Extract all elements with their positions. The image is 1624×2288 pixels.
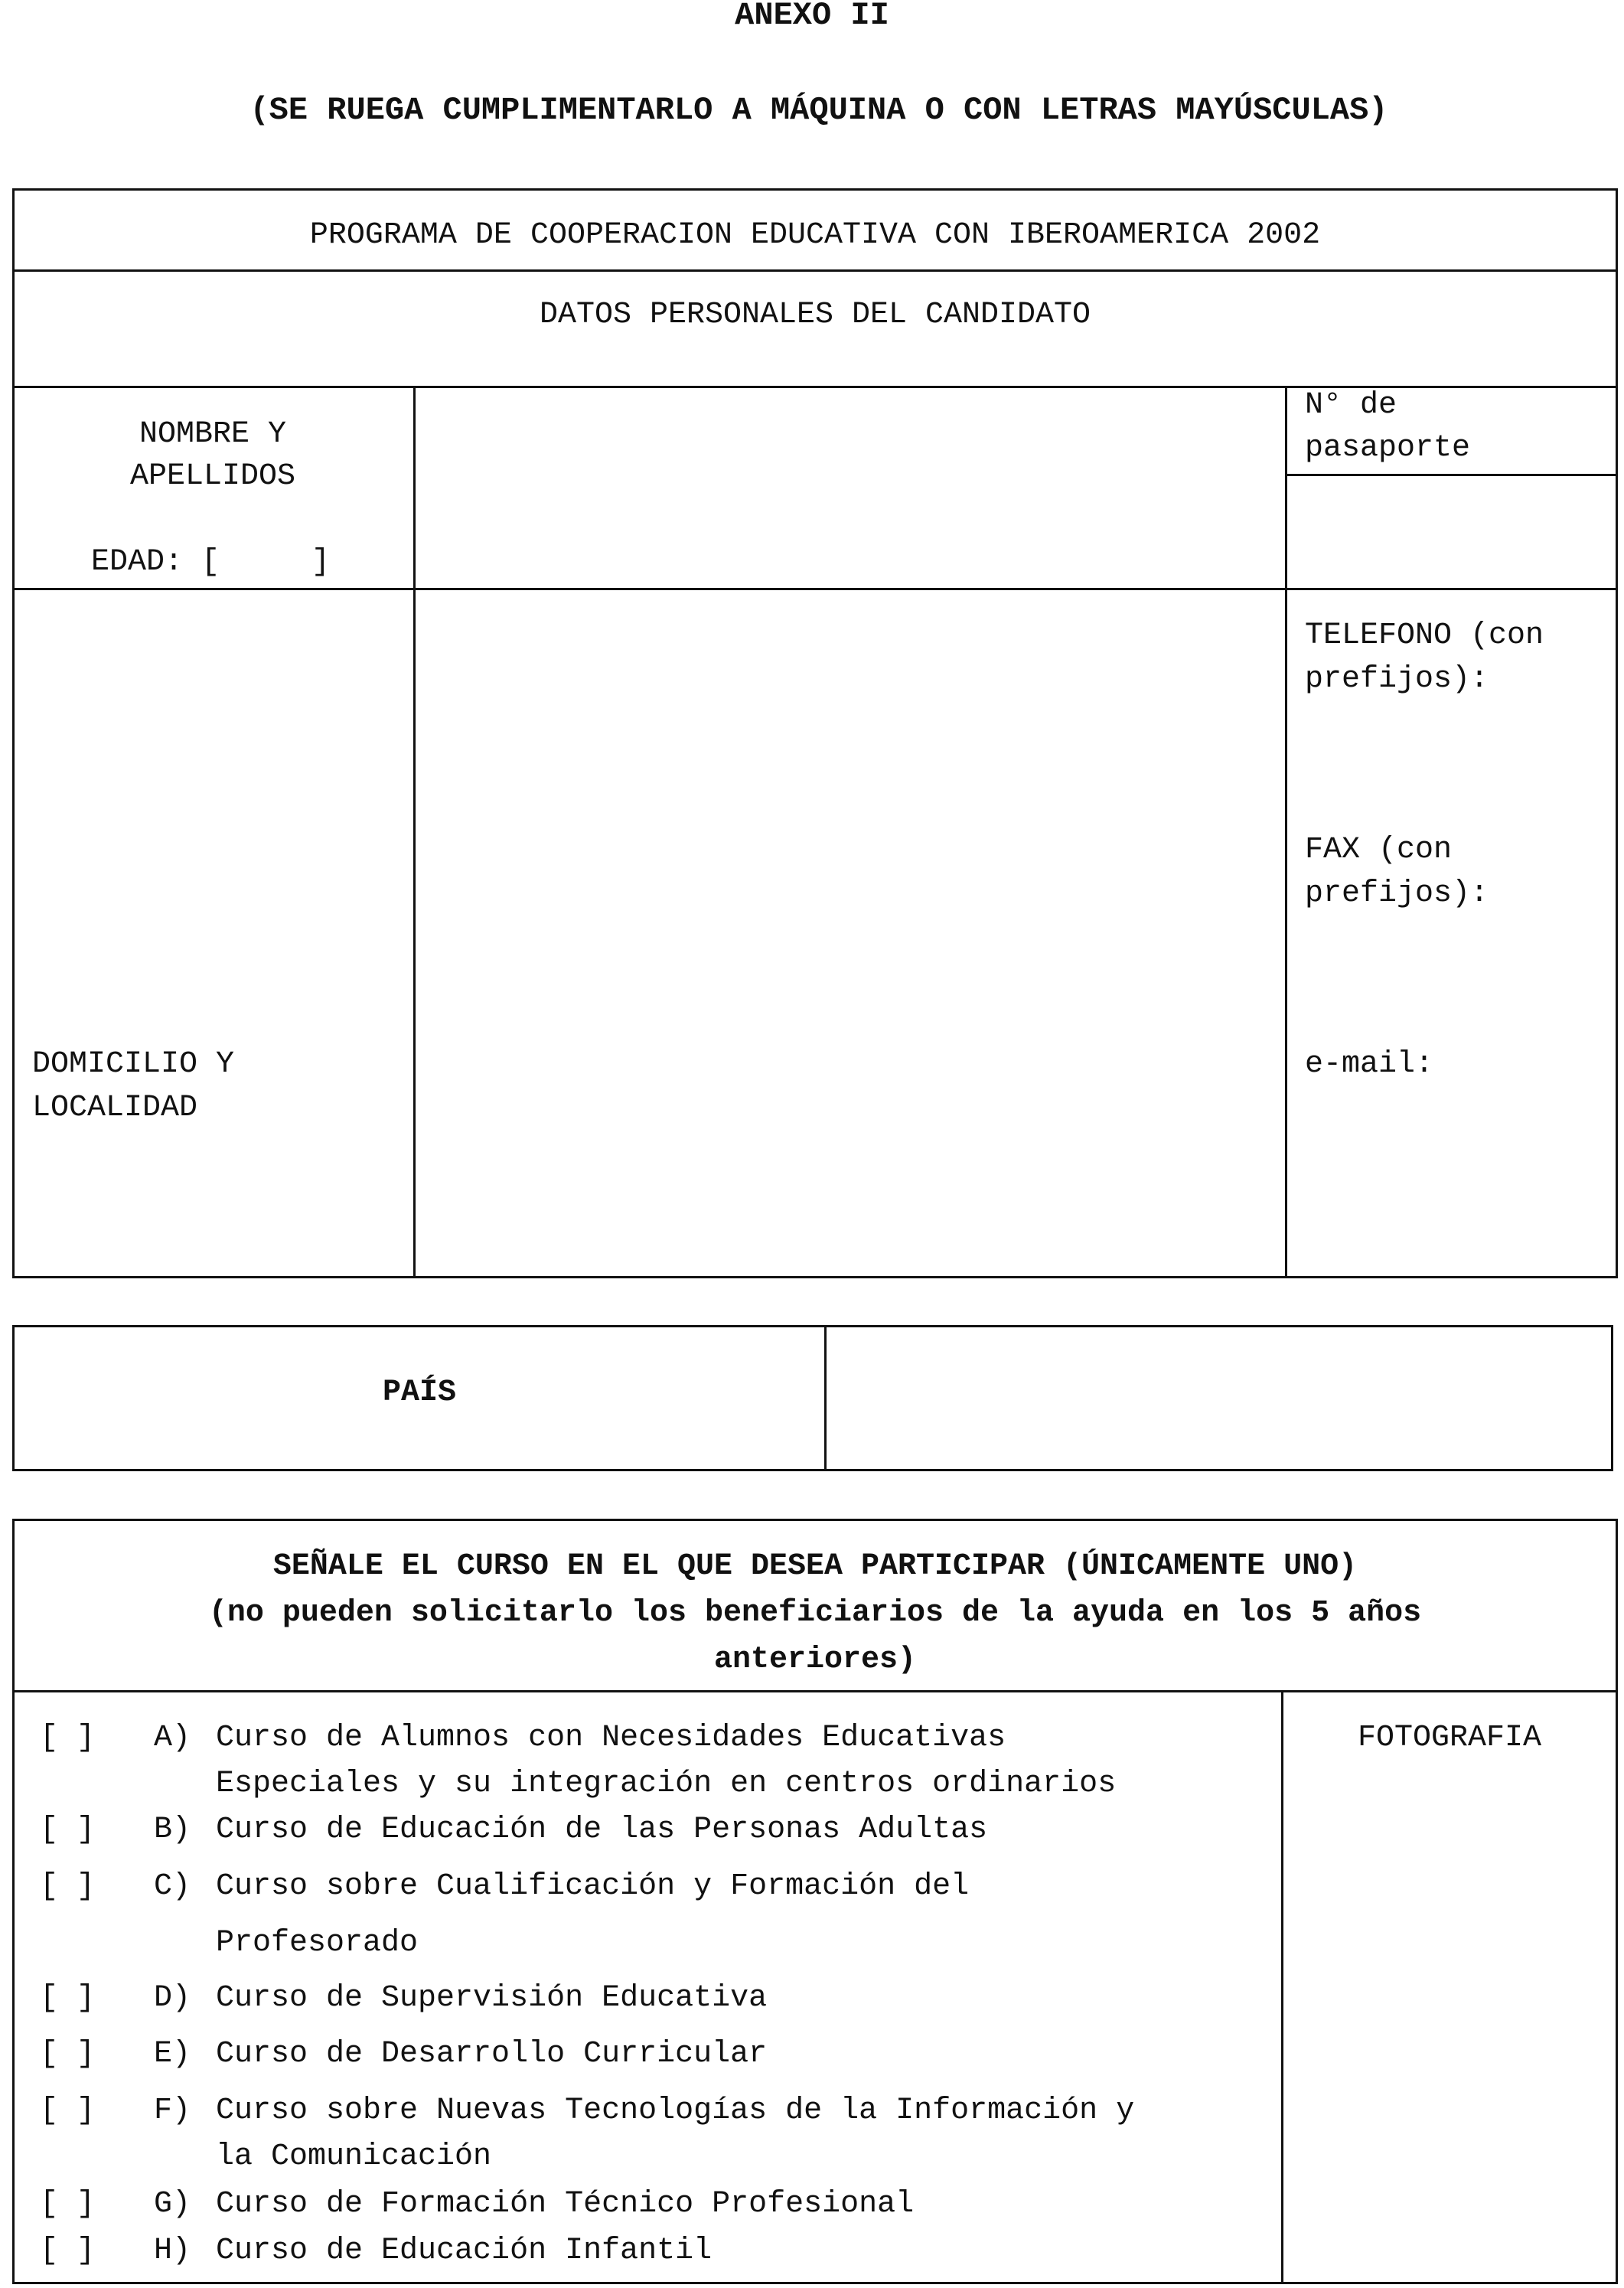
course-label: Curso sobre Nuevas Tecnologías de la Información y [216, 2094, 1135, 2128]
course-checkbox-c[interactable]: [ ] [40, 1869, 96, 1904]
fax-label: FAX (con [1305, 833, 1453, 867]
course-checkbox-d[interactable]: [ ] [40, 1981, 96, 2015]
courses-subtitle-line3: anteriores) [713, 1643, 917, 1677]
course-letter: E) [154, 2037, 191, 2071]
annex-title: ANEXO II [735, 0, 889, 34]
course-label: Curso de Desarrollo Curricular [216, 2037, 768, 2071]
phone-label: TELEFONO (con [1305, 619, 1544, 653]
section-title: DATOS PERSONALES DEL CANDIDATO [539, 298, 1091, 332]
course-checkbox-h[interactable]: [ ] [40, 2234, 96, 2268]
course-checkbox-g[interactable]: [ ] [40, 2187, 96, 2221]
instruction-text: (SE RUEGA CUMPLIMENTARLO A MÁQUINA O CON LETRAS MAYÚSCULAS) [249, 92, 1388, 129]
course-letter: C) [154, 1869, 191, 1904]
age-label: EDAD: [ ] [91, 545, 331, 579]
photo-label: FOTOGRAFIA [1357, 1721, 1542, 1755]
course-label: Curso de Supervisión Educativa [216, 1981, 768, 2015]
course-label-cont: Especiales y su integración en centros ordinarios [216, 1767, 1117, 1801]
course-label-cont: la Comunicación [216, 2139, 492, 2174]
course-label-cont: Profesorado [216, 1926, 419, 1960]
course-checkbox-e[interactable]: [ ] [40, 2037, 96, 2071]
course-label: Curso de Alumnos con Necesidades Educativas [216, 1721, 1006, 1755]
address-label-line2: LOCALIDAD [32, 1091, 198, 1125]
course-letter: F) [154, 2094, 191, 2128]
course-label: Curso de Educación de las Personas Adultas [216, 1813, 988, 1847]
phone-label-line2: prefijos): [1305, 662, 1489, 697]
course-checkbox-f[interactable]: [ ] [40, 2094, 96, 2128]
course-checkbox-b[interactable]: [ ] [40, 1813, 96, 1847]
course-letter: D) [154, 1981, 191, 2015]
name-label-line2: APELLIDOS [129, 459, 296, 494]
country-label: PAÍS [382, 1376, 456, 1410]
program-title: PROGRAMA DE COOPERACION EDUCATIVA CON IBEROAMERICA 2002 [309, 218, 1321, 253]
course-checkbox-a[interactable]: [ ] [40, 1721, 96, 1755]
course-letter: G) [154, 2187, 191, 2221]
courses-subtitle: (no pueden solicitarlo los beneficiarios de la ayuda en los 5 años [208, 1596, 1422, 1630]
name-field[interactable] [416, 388, 1285, 588]
address-field[interactable] [416, 590, 1285, 1276]
photo-box[interactable] [1283, 1692, 1616, 2282]
course-label: Curso de Educación Infantil [216, 2234, 713, 2268]
course-letter: H) [154, 2234, 191, 2268]
course-letter: B) [154, 1813, 191, 1847]
passport-field[interactable] [1287, 476, 1616, 588]
address-label: DOMICILIO Y [32, 1047, 235, 1082]
fax-label-line2: prefijos): [1305, 876, 1489, 911]
name-label: NOMBRE Y [139, 417, 287, 452]
course-label: Curso sobre Cualificación y Formación del [216, 1869, 970, 1904]
email-label: e-mail: [1305, 1047, 1434, 1082]
course-letter: A) [154, 1721, 191, 1755]
country-field[interactable] [827, 1327, 1611, 1469]
courses-title: SEÑALE EL CURSO EN EL QUE DESEA PARTICIPAR (ÚNICAMENTE UNO) [272, 1549, 1358, 1584]
passport-label-line2: pasaporte [1305, 431, 1471, 465]
passport-label: N° de [1305, 388, 1397, 423]
course-label: Curso de Formación Técnico Profesional [216, 2187, 915, 2221]
